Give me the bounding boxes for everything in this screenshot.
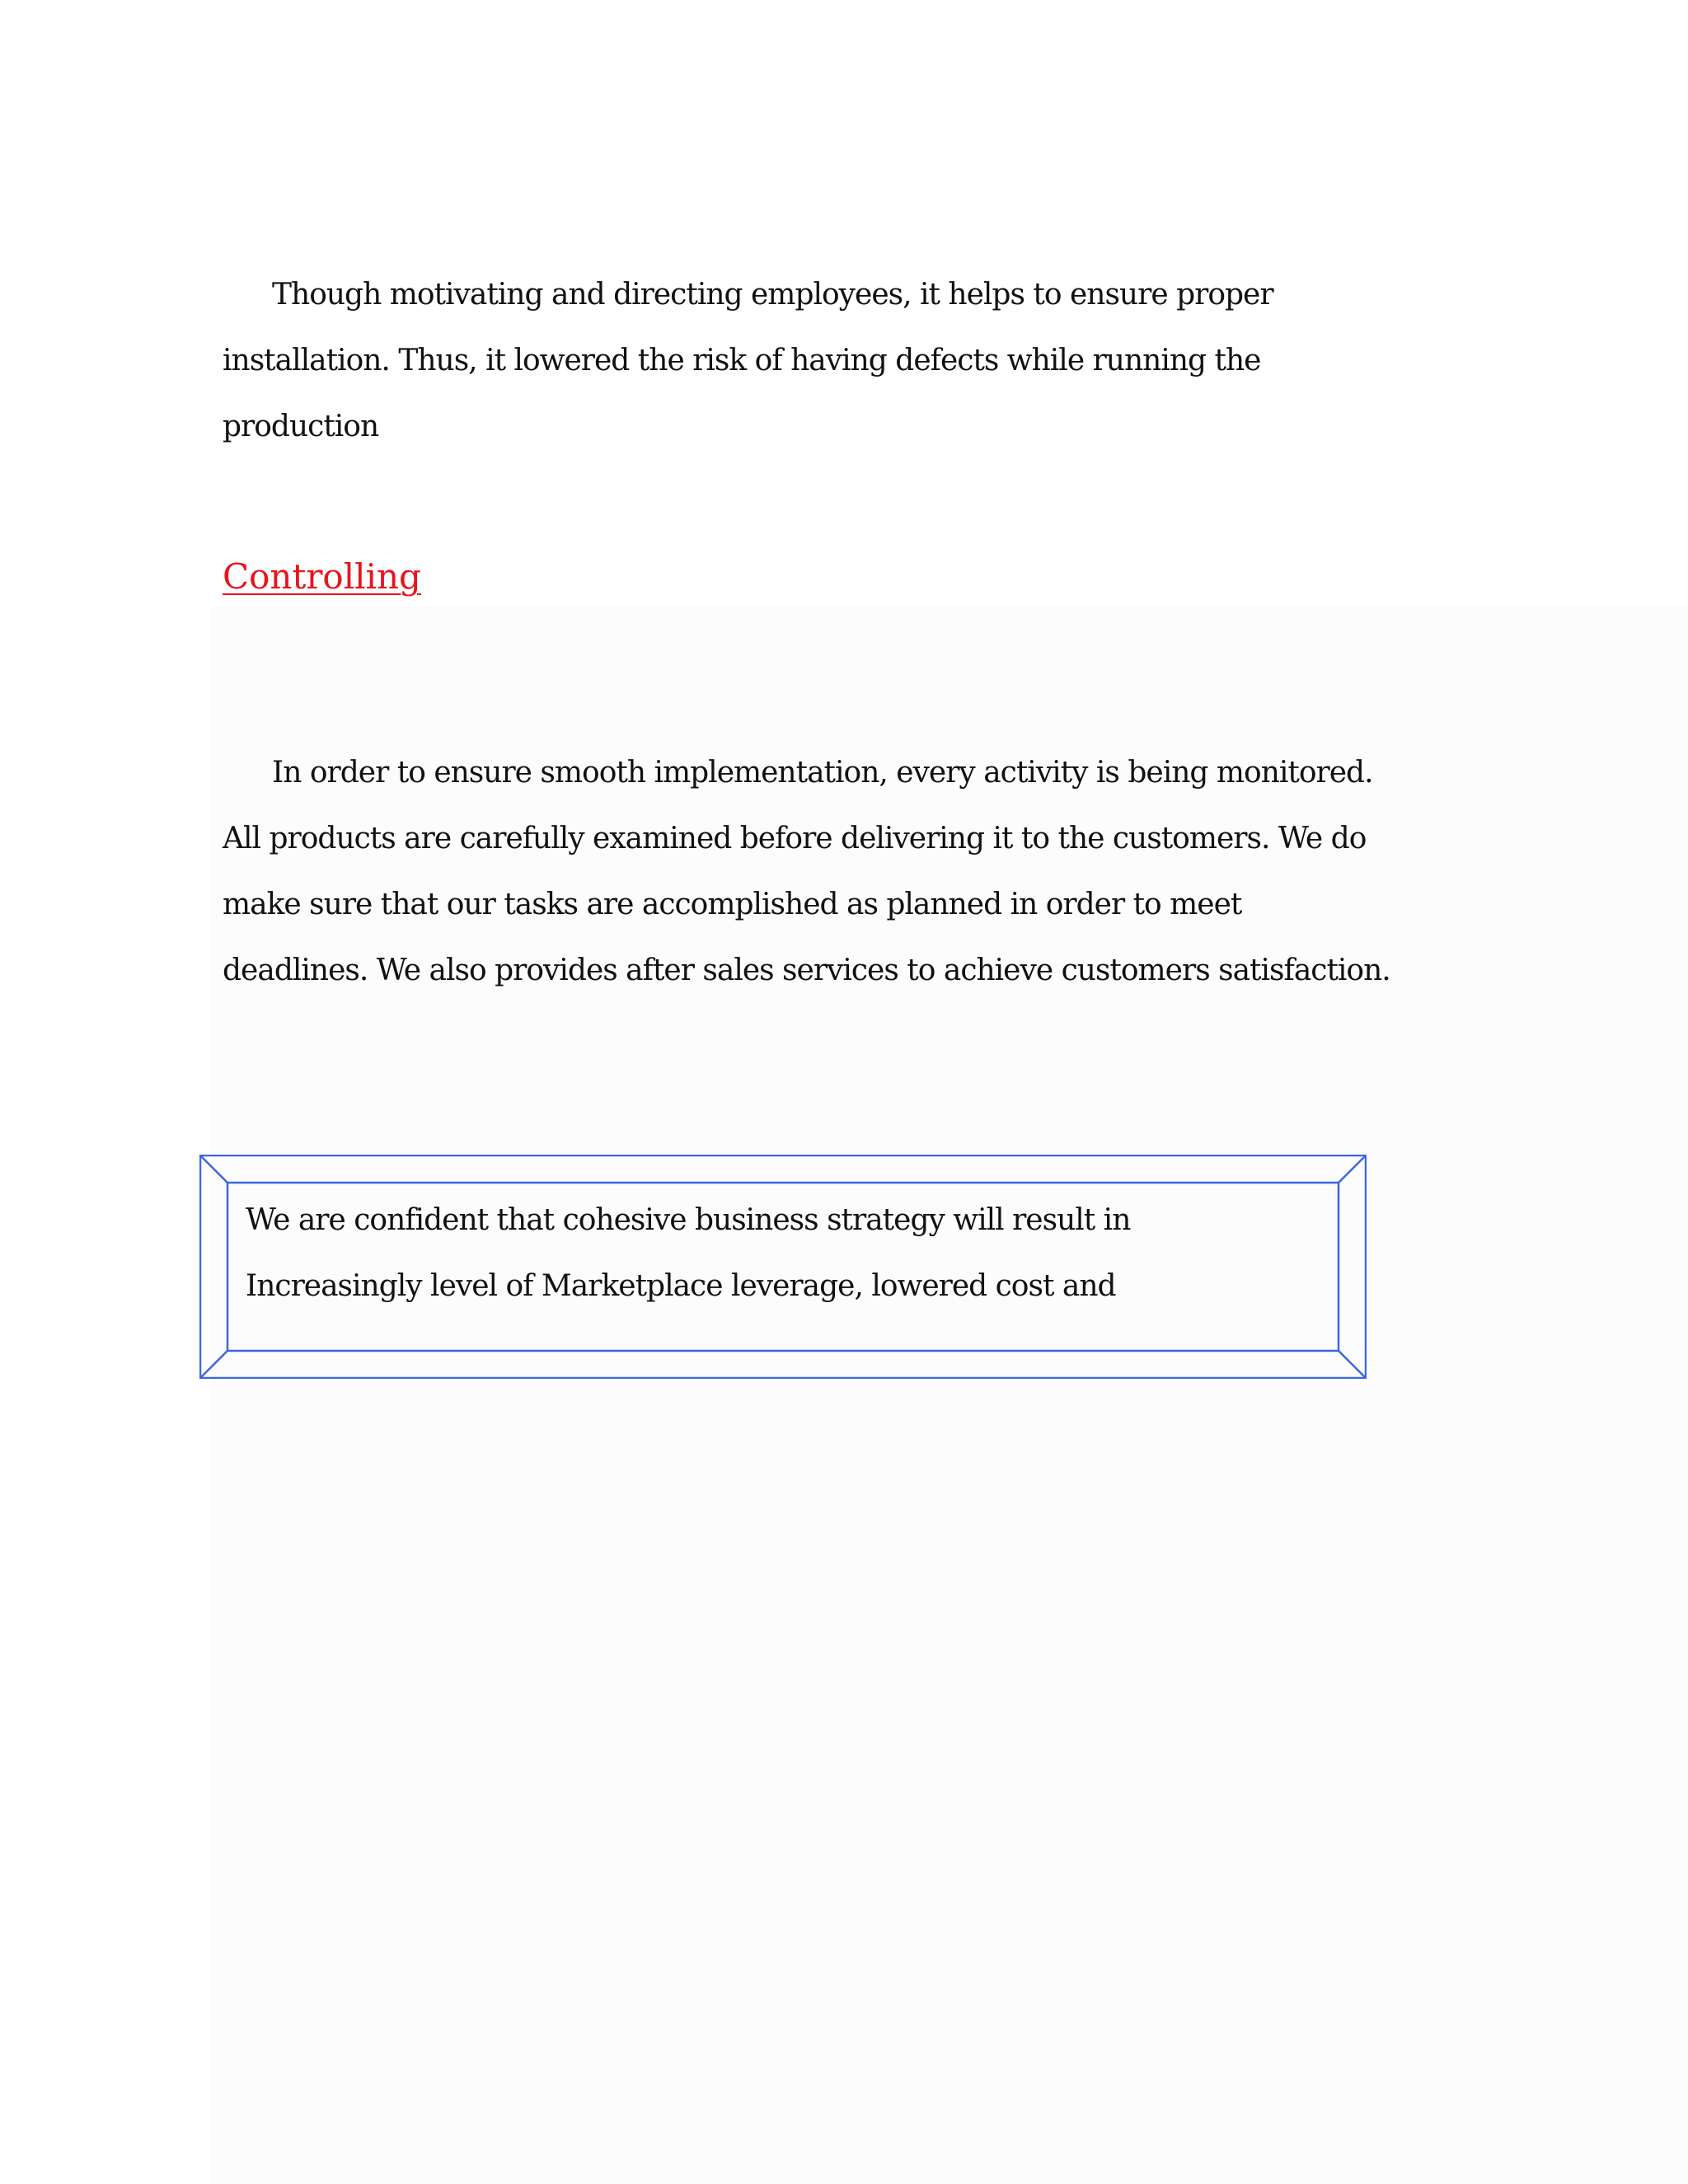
callout-line-1: We are confident that cohesive business strategy will result in [246, 1203, 1131, 1237]
callout-box [199, 1155, 1367, 1379]
callout-text [246, 1188, 1317, 1319]
body-paragraph-controlling: In order to ensure smooth implementation, every activity is being monitored. All products are carefully examined before delivering it to the customers. We do make sure that our tasks are accomplished as planned in order to meet deadlines. We also provides after sales services to achieve customers satisfaction. [223, 756, 1390, 987]
body-paragraph-directing: Though motivating and directing employees, it helps to ensure proper installation. Thus, it lowered the risk of having defects while running the production [223, 278, 1273, 443]
section-heading-controlling: Controlling [223, 556, 421, 597]
callout-line-2: Increasingly level of Marketplace leverage, lowered cost and [246, 1269, 1116, 1303]
